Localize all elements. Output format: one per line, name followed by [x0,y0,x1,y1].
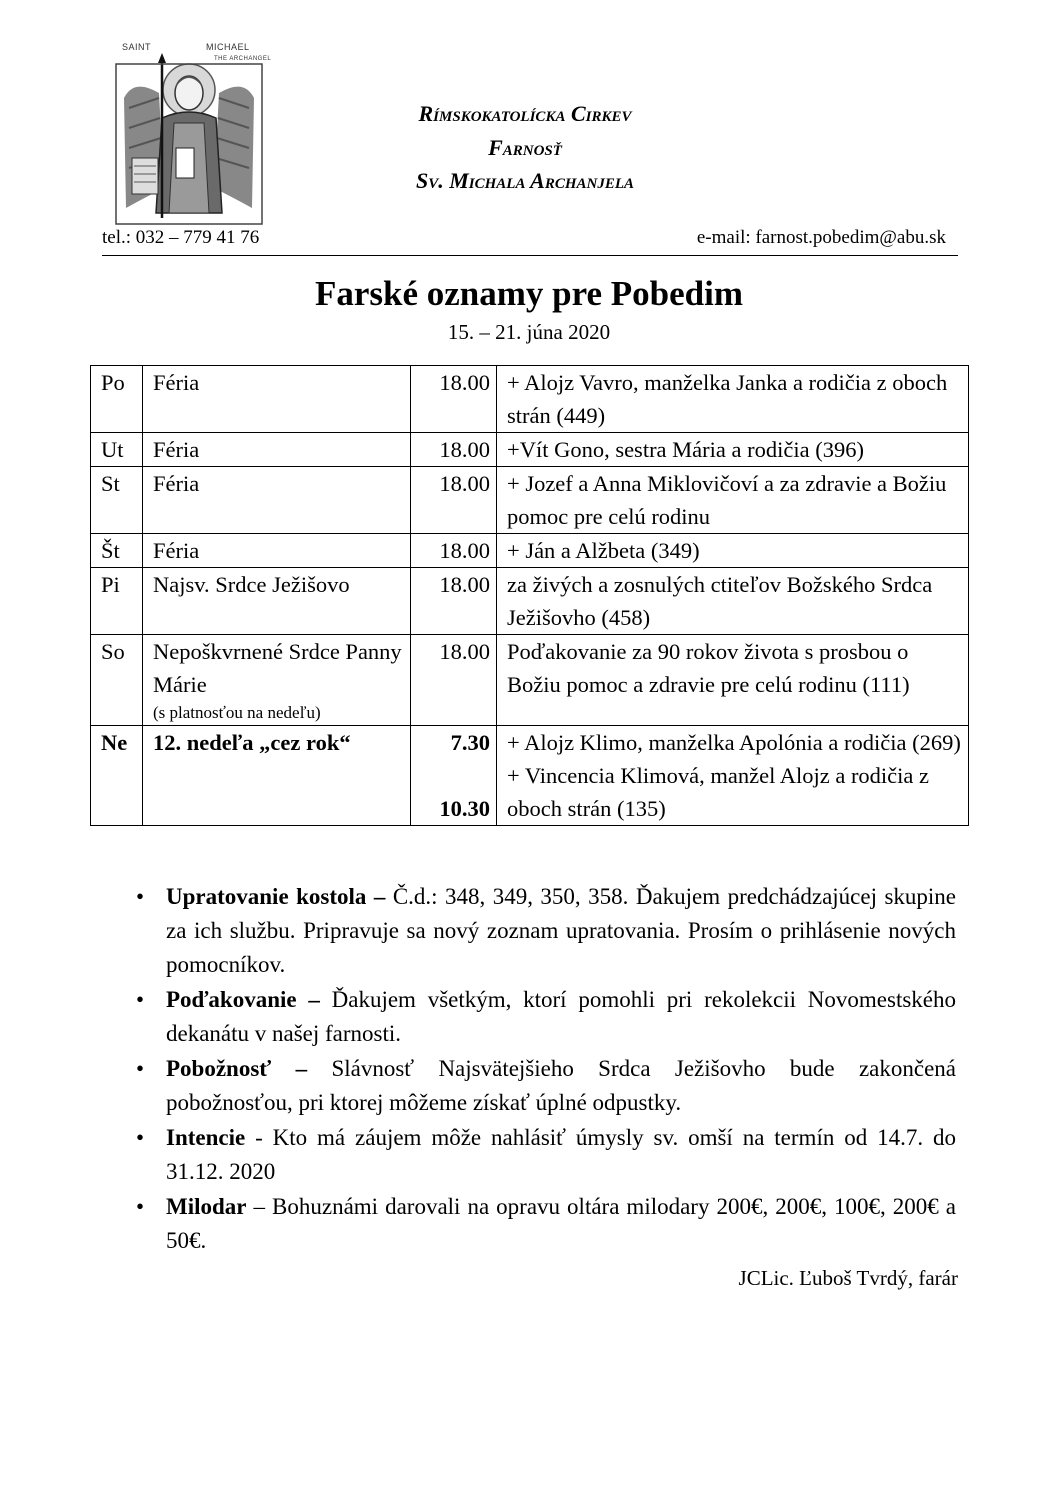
logo-text-archangel: THE ARCHANGEL [214,56,272,62]
note-separator: - [245,1125,273,1150]
list-item [130,1190,956,1258]
email-address: e-mail: farnost.pobedim@abu.sk [696,227,946,248]
time-first: 7.30 [450,730,490,755]
saint-michael-icon-image [114,38,272,226]
list-item [130,983,956,1051]
intention-cell [497,726,969,826]
note-separator: – [271,1056,332,1081]
logo-text-saint: SAINT [122,42,152,52]
note-heading: Upratovanie kostola [166,884,367,909]
page-title: Farské oznamy pre Pobedim [314,274,744,313]
bullet-icon: • [136,1125,145,1150]
org-name-line3: Sv. Michala Archanjela [415,168,635,193]
org-name-line2: Farnosť [488,135,562,160]
list-item [130,1121,956,1189]
time-cell [411,726,497,826]
intention-cell: Poďakovanie za 90 rokov života s prosbou o Božiu pomoc a zdravie pre celú rodinu (111) [497,635,969,726]
time-cell: 18.00 [411,635,497,726]
intention-cell: + Jozef a Anna Miklovičoví a za zdravie a Božiu pomoc pre celú rodinu [497,467,969,534]
feast-name: Nepoškvrnené Srdce Panny Márie [153,639,402,697]
day-cell: So [91,635,143,726]
time-cell: 18.00 [411,433,497,467]
note-heading: Pobožnosť [166,1056,272,1081]
time-cell: 18.00 [411,534,497,568]
feast-cell: 12. nedeľa „cez rok“ [143,726,411,826]
time-cell: 18.00 [411,568,497,635]
mass-schedule-table [90,365,969,826]
table-row [91,467,969,534]
feast-cell: Najsv. Srdce Ježišovo [143,568,411,635]
announcements-list [130,880,956,1259]
note-separator: – [366,884,393,909]
feast-cell: Féria [143,534,411,568]
note-text: Ďakujem všetkým, ktorí pomohli pri rekolekcii Novomestského dekanátu v našej farnosti. [166,987,956,1046]
intention-first: + Alojz Klimo, manželka Apolónia a rodičia (269) [507,730,961,755]
intention-cell: +Vít Gono, sestra Mária a rodičia (396) [497,433,969,467]
note-text: Č.d.: 348, 349, 350, 358. Ďakujem predchádzajúcej skupine za ich službu. Pripravuje sa nový zoznam upratovania. Prosím o prihlásenie nových pomocníkov. [166,884,956,977]
feast-cell: Féria [143,366,411,433]
table-row [91,366,969,433]
table-row [91,568,969,635]
intention-cell: + Alojz Vavro, manželka Janka a rodičia z oboch strán (449) [497,366,969,433]
bullet-icon: • [136,1056,145,1081]
day-cell: Po [91,366,143,433]
logo-text-michael: MICHAEL [206,42,250,52]
org-name-line1: Rímskokatolícka Cirkev [418,101,632,126]
note-text: Slávnosť Najsvätejšieho Srdca Ježišovho bude zakončená pobožnosťou, pri ktorej môžeme získať úplné odpustky. [166,1056,957,1115]
feast-note: (s platnosťou na nedeľu) [153,703,321,722]
intention-cell: + Ján a Alžbeta (349) [497,534,969,568]
table-row [91,635,969,726]
day-cell: Ut [91,433,143,467]
signature: JCLic. Ľuboš Tvrdý, farár [738,1266,958,1290]
time-second: 10.30 [439,796,490,821]
day-cell: Št [91,534,143,568]
note-separator: – [296,987,332,1012]
note-text: Kto má záujem môže nahlásiť úmysly sv. omší na termín od 14.7. do 31.12. 2020 [166,1125,956,1184]
note-separator: – [246,1194,273,1219]
note-text: Bohuznámi darovali na opravu oltára milodary 200€, 200€, 100€, 200€ a 50€. [166,1194,956,1253]
feast-cell [143,635,411,726]
bullet-icon: • [136,987,145,1012]
table-row [91,433,969,467]
bullet-icon: • [136,1194,145,1219]
note-heading: Poďakovanie [166,987,297,1012]
feast-cell: Féria [143,467,411,534]
feast-cell: Féria [143,433,411,467]
bullet-icon: • [136,884,145,909]
intention-cell: za živých a zosnulých ctiteľov Božského Srdca Ježišovho (458) [497,568,969,635]
note-heading: Intencie [166,1125,246,1150]
day-cell: Pi [91,568,143,635]
day-cell: St [91,467,143,534]
list-item [130,880,956,982]
date-range: 15. – 21. júna 2020 [447,320,611,344]
table-row [91,726,969,826]
day-cell: Ne [91,726,143,826]
time-cell: 18.00 [411,467,497,534]
phone-number: tel.: 032 – 779 41 76 [102,227,260,248]
note-heading: Milodar [166,1194,247,1219]
contact-line [102,227,958,256]
table-row [91,534,969,568]
time-cell: 18.00 [411,366,497,433]
intention-second: + Vincencia Klimová, manžel Alojz a rodičia z oboch strán (135) [507,763,930,821]
list-item [130,1052,956,1120]
